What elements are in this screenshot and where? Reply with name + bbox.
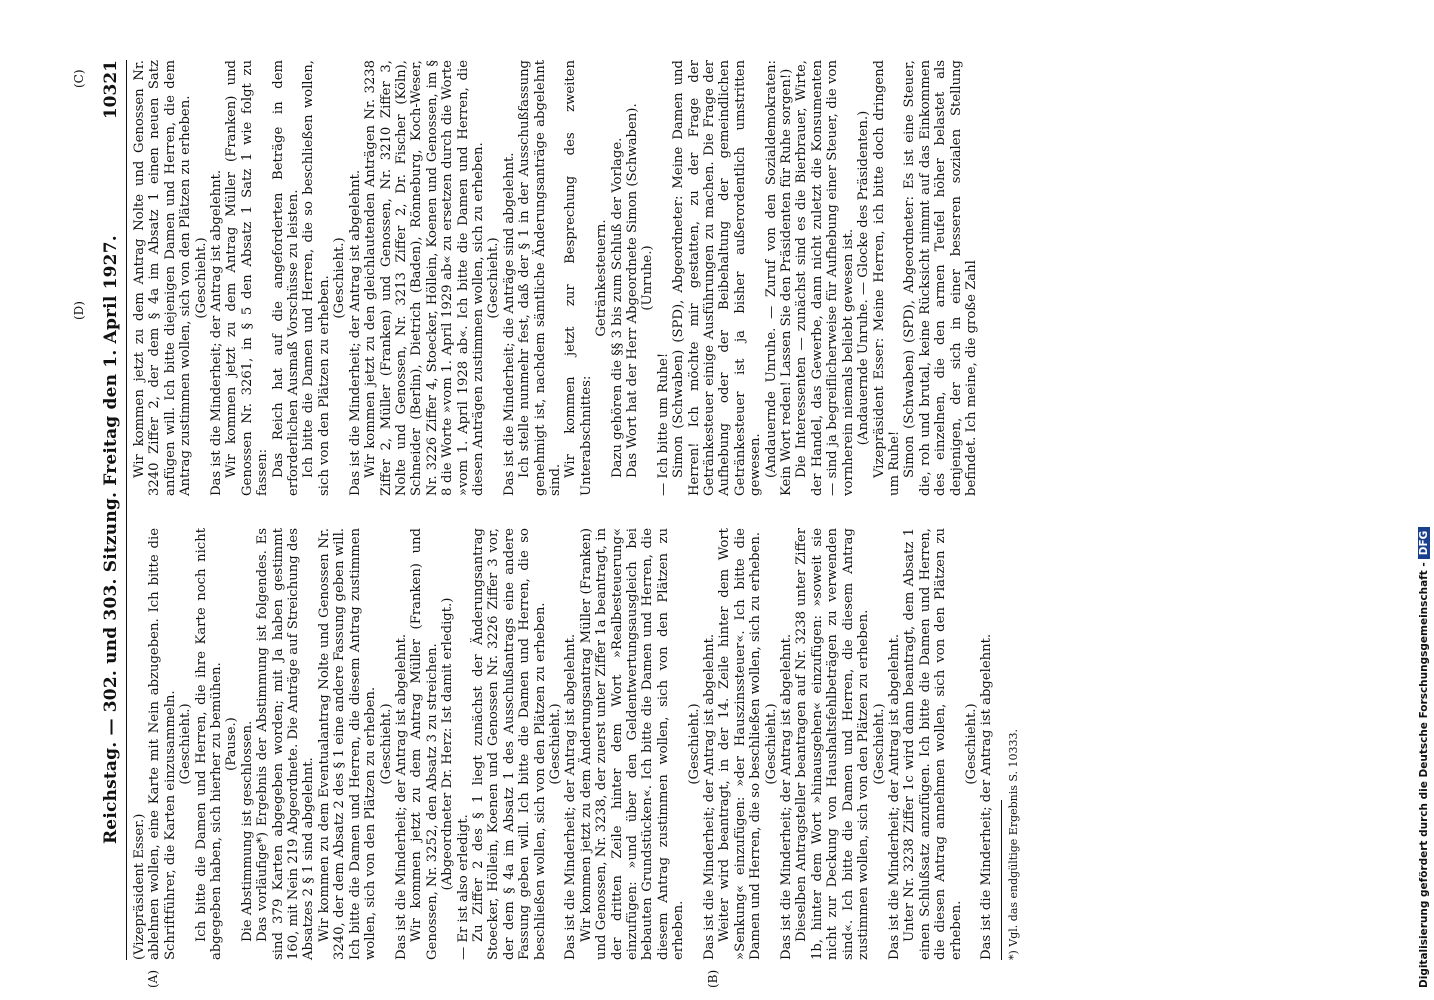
paragraph: Wir kommen jetzt zu dem Antrag Nolte und Genossen Nr. 3240 Ziffer 2, der dem § 4a im Absatz 1 einen neuen Satz anfügen will. Ich bitte diejenigen Damen und Herren, die dem Antrag zustimmen wollen, sich von den Plätzen zu erheben. (132, 60, 194, 496)
paragraph: Dieselben Antragsteller beantragen auf Nr. 3238 unter Ziffer 1b, hinter dem Wort »hinausgehen« einzufügen: »soweit sie nicht zur Deckung von Haushaltsfehlbeträgen zu verwenden sind«. Ich bitte die Damen und Herren, die diesem Antrag zustimmen wollen, sich von den Plätzen zu erheben. (794, 528, 872, 960)
paragraph: Wir kommen zu dem Eventualantrag Nolte und Genossen Nr. 3240, der dem Absatz 2 des § 1 eine andere Fassung geben will. Ich bitte die Damen und Herren, die diesem Antrag zustimmen wollen, sich von den Plätzen zu erheben. (316, 528, 379, 960)
paragraph: (Andauernde Unruhe. — Glocke des Präsidenten.) (856, 110, 872, 446)
paragraph: Wir kommen jetzt zu dem Antrag Müller (Franken) und Genossen Nr. 3261, in § 5 den Absatz 1 Satz 1 wie folgt zu fassen: (224, 60, 271, 496)
paragraph: Das ist die Minderheit; der Antrag ist abgelehnt. (779, 633, 795, 960)
dfg-logo: DFG (1418, 527, 1430, 560)
footnote: *) Vgl. das endgültige Ergebnis S. 10333. (1006, 728, 1020, 960)
left-column (132, 528, 1021, 960)
paragraph: Das ist die Minderheit; der Antrag ist abgelehnt. (393, 633, 409, 960)
margin-mark-b: (B) (706, 969, 720, 988)
paragraph: Unter Nr. 3238 Ziffer 1c wird dann beantragt, dem Absatz 1 einen Schlußsatz anzufügen. Ich bitte die Damen und Herren, die diesen Antrag annehmen wollen, sich von den Plätzen zu erheben. (902, 528, 964, 960)
paragraph: Das ist die Minderheit; der Antrag ist abgelehnt. (886, 633, 902, 960)
paragraph: Die Interessenten — zunächst sind es die Bierbrauer, Wirte, der Handel, das Gewerbe, dann nicht zuletzt die Konsumenten — sind ja begreiflicherweise für Aufhebung einer Steuer, die von vornherein niemals beliebt gewesen ist. (794, 60, 856, 496)
paragraph: (Geschieht.) (547, 703, 563, 785)
paragraph: Das ist die Minderheit; der Antrag ist abgelehnt. (209, 169, 225, 496)
paragraph: Das ist die Minderheit; der Antrag ist abgelehnt. (979, 633, 995, 960)
paragraph: (Geschieht.) (486, 237, 502, 319)
page-number: 10321 (101, 60, 121, 120)
paragraph: (Geschieht.) (332, 237, 348, 319)
paragraph: — Er ist also erledigt. (455, 814, 471, 960)
paragraph: Das ist die Minderheit; der Antrag ist abgelehnt. (347, 169, 363, 496)
paragraph: Ich bitte die Damen und Herren, die so beschließen wollen, sich von den Plätzen zu erheben. (301, 60, 332, 496)
paragraph: Zu Ziffer 2 des § 1 liegt zunächst der Änderungsantrag Stoecker, Höllein, Koenen und Genossen Nr. 3226 Ziffer 3 vor, der dem § 4a im Absatz 1 des Ausschußantrags eine andere Fassung geben will. Ich bitte die Damen und Herren, die so beschließen wollen, sich von den Plätzen zu erheben. (470, 528, 548, 960)
paragraph: (Unruhe.) (640, 245, 656, 311)
paragraph: Das ist die Minderheit; der Antrag ist abgelehnt. (563, 633, 579, 960)
right-column (132, 60, 979, 496)
paragraph: (Vizepräsident Esser.) (132, 813, 147, 960)
page-header (96, 60, 127, 960)
paragraph: Ich bitte die Damen und Herren, die ihre Karte noch nicht abgegeben haben, sich hierher zu bemühen. (193, 528, 225, 960)
speech-paragraph: Simon (Schwaben) (SPD), Abgeordneter: Es ist eine Steuer, die, roh und brutal, keine Rücksicht nimmt auf das Einkommen des einzelnen, die den armen Teufel höher belastet als denjenigen, der sich in einer besseren sozialen Stellung befindet. Ich meine, die große Zahl (902, 60, 979, 496)
section-title: Getränkesteuern. (594, 219, 610, 337)
paragraph: Die Abstimmung ist geschlossen. (239, 720, 255, 942)
paragraph: (Geschieht.) (686, 703, 702, 785)
paragraph: Wir kommen jetzt zu dem Änderungsantrag Müller (Franken) und Genossen, Nr. 3238, der zuerst unter Ziffer 1a beantragt, in der dritten Zeile hinter dem Wort »Realbesteuerung« einzufügen: »und über den Geldentwertungsausgleich bei bebauten Grundstücken«. Ich bitte die Damen und Herren, die diesem Antrag zustimmen wollen, sich von den Plätzen zu erheben. (578, 528, 687, 960)
header-title: Reichstag. — 302. und 303. Sitzung. Freitag den 1. April 1927. (101, 235, 121, 845)
paragraph: (Andauernde Unruhe. — Zuruf von den Sozialdemokraten: Kein Wort reden! Lassen Sie den Präsidenten für Ruhe sorgen!) (763, 60, 795, 496)
paragraph: (Geschieht.) (963, 703, 979, 785)
scanned-page (72, 60, 1326, 988)
paragraph: (Abgeordneter Dr. Herz: Ist damit erledigt.) (440, 597, 456, 891)
paragraph: ablehnen wollen, eine Karte mit Nein abzugeben. Ich bitte die Schriftführer, die Karten einzusammeln. (147, 528, 178, 960)
paragraph: Ich stelle nunmehr fest, daß der § 1 in der Ausschußfassung genehmigt ist, nachdem sämtliche Änderungsanträge abgelehnt sind. (517, 60, 563, 496)
paragraph: (Pause.) (224, 717, 240, 771)
margin-mark-a: (A) (146, 969, 160, 988)
footnote-rule (1001, 800, 1002, 960)
margin-mark-d: (D) (72, 301, 86, 320)
speech-paragraph: Simon (Schwaben) (SPD), Abgeordneter: Meine Damen und Herren! Ich möchte mir gestatten, zu der Frage der Getränkesteuer einige Ausführungen zu machen. Die Frage der Aufhebung oder der Beibehaltung der gemeindlichen Getränkesteuer ist ja bisher außerordentlich umstritten gewesen. (671, 60, 764, 496)
paragraph: Das Wort hat der Herr Abgeordnete Simon (Schwaben). (625, 103, 640, 478)
credit-text: Digitalisierung gefördert durch die Deutsche Forschungsgemeinschaft - (1418, 562, 1430, 988)
paragraph: Das vorläufige*) Ergebnis der Abstimmung ist folgendes. Es sind 379 Karten abgegeben worden; mit Ja haben gestimmt 160, mit Nein 219 Abgeordnete. Die Anträge auf Streichung des Absatzes 2 § 1 sind abgelehnt. (255, 528, 317, 960)
paragraph: Wir kommen jetzt zu dem Antrag Müller (Franken) und Genossen, Nr. 3252, den Absatz 3 zu streichen. (409, 528, 440, 960)
paragraph: Das Reich hat auf die angeforderten Beträge in dem erforderlichen Ausmaß Vorschüsse zu leisten. (270, 60, 302, 496)
paragraph: (Geschieht.) (763, 703, 779, 785)
paragraph: Weiter wird beantragt, in der 14. Zeile hinter dem Wort »Senkung« einzufügen: »der Hauszinssteuer«. Ich bitte die Damen und Herren, die so beschließen wollen, sich zu erheben. (717, 528, 764, 960)
paragraph: (Geschieht.) (178, 703, 194, 785)
paragraph: (Geschieht.) (871, 703, 887, 785)
paragraph: — Ich bitte um Ruhe! (655, 352, 671, 496)
paragraph: Das ist die Minderheit; die Anträge sind abgelehnt. (501, 152, 517, 496)
speech-paragraph: Vizepräsident Esser: Meine Herren, ich bitte doch dringend um Ruhe! (871, 60, 902, 496)
paragraph: Dazu gehören die §§ 3 bis zum Schluß der Vorlage. (609, 137, 625, 478)
paragraph: Wir kommen jetzt zu den gleichlautenden Anträgen Nr. 3238 Ziffer 2, Müller (Franken) und Genossen, Nr. 3210 Ziffer 3, Nolte und Genossen, Nr. 3213 Ziffer 2, Dr. Fischer (Köln), Schneider (Berlin), Dietrich (Baden), Rönneburg, Koch-Weser, Nr. 3226 Ziffer 4, Stoecker, Höllein, Koenen und Genossen, im § 8 die Worte »vom 1. April 1929 ab« zu ersetzen durch die Worte »vom 1. April 1928 ab«. Ich bitte die Damen und Herren, die diesen Anträgen zustimmen wollen, sich zu erheben. (363, 60, 486, 496)
paragraph: Das ist die Minderheit; der Antrag ist abgelehnt. (702, 633, 718, 960)
digitization-credit (1418, 8, 1430, 988)
paragraph: Wir kommen jetzt zur Besprechung des zweiten Unterabschnittes: (563, 60, 594, 496)
margin-mark-c: (C) (72, 69, 86, 88)
paragraph: (Geschieht.) (378, 703, 394, 785)
paragraph: (Geschieht.) (193, 237, 209, 319)
